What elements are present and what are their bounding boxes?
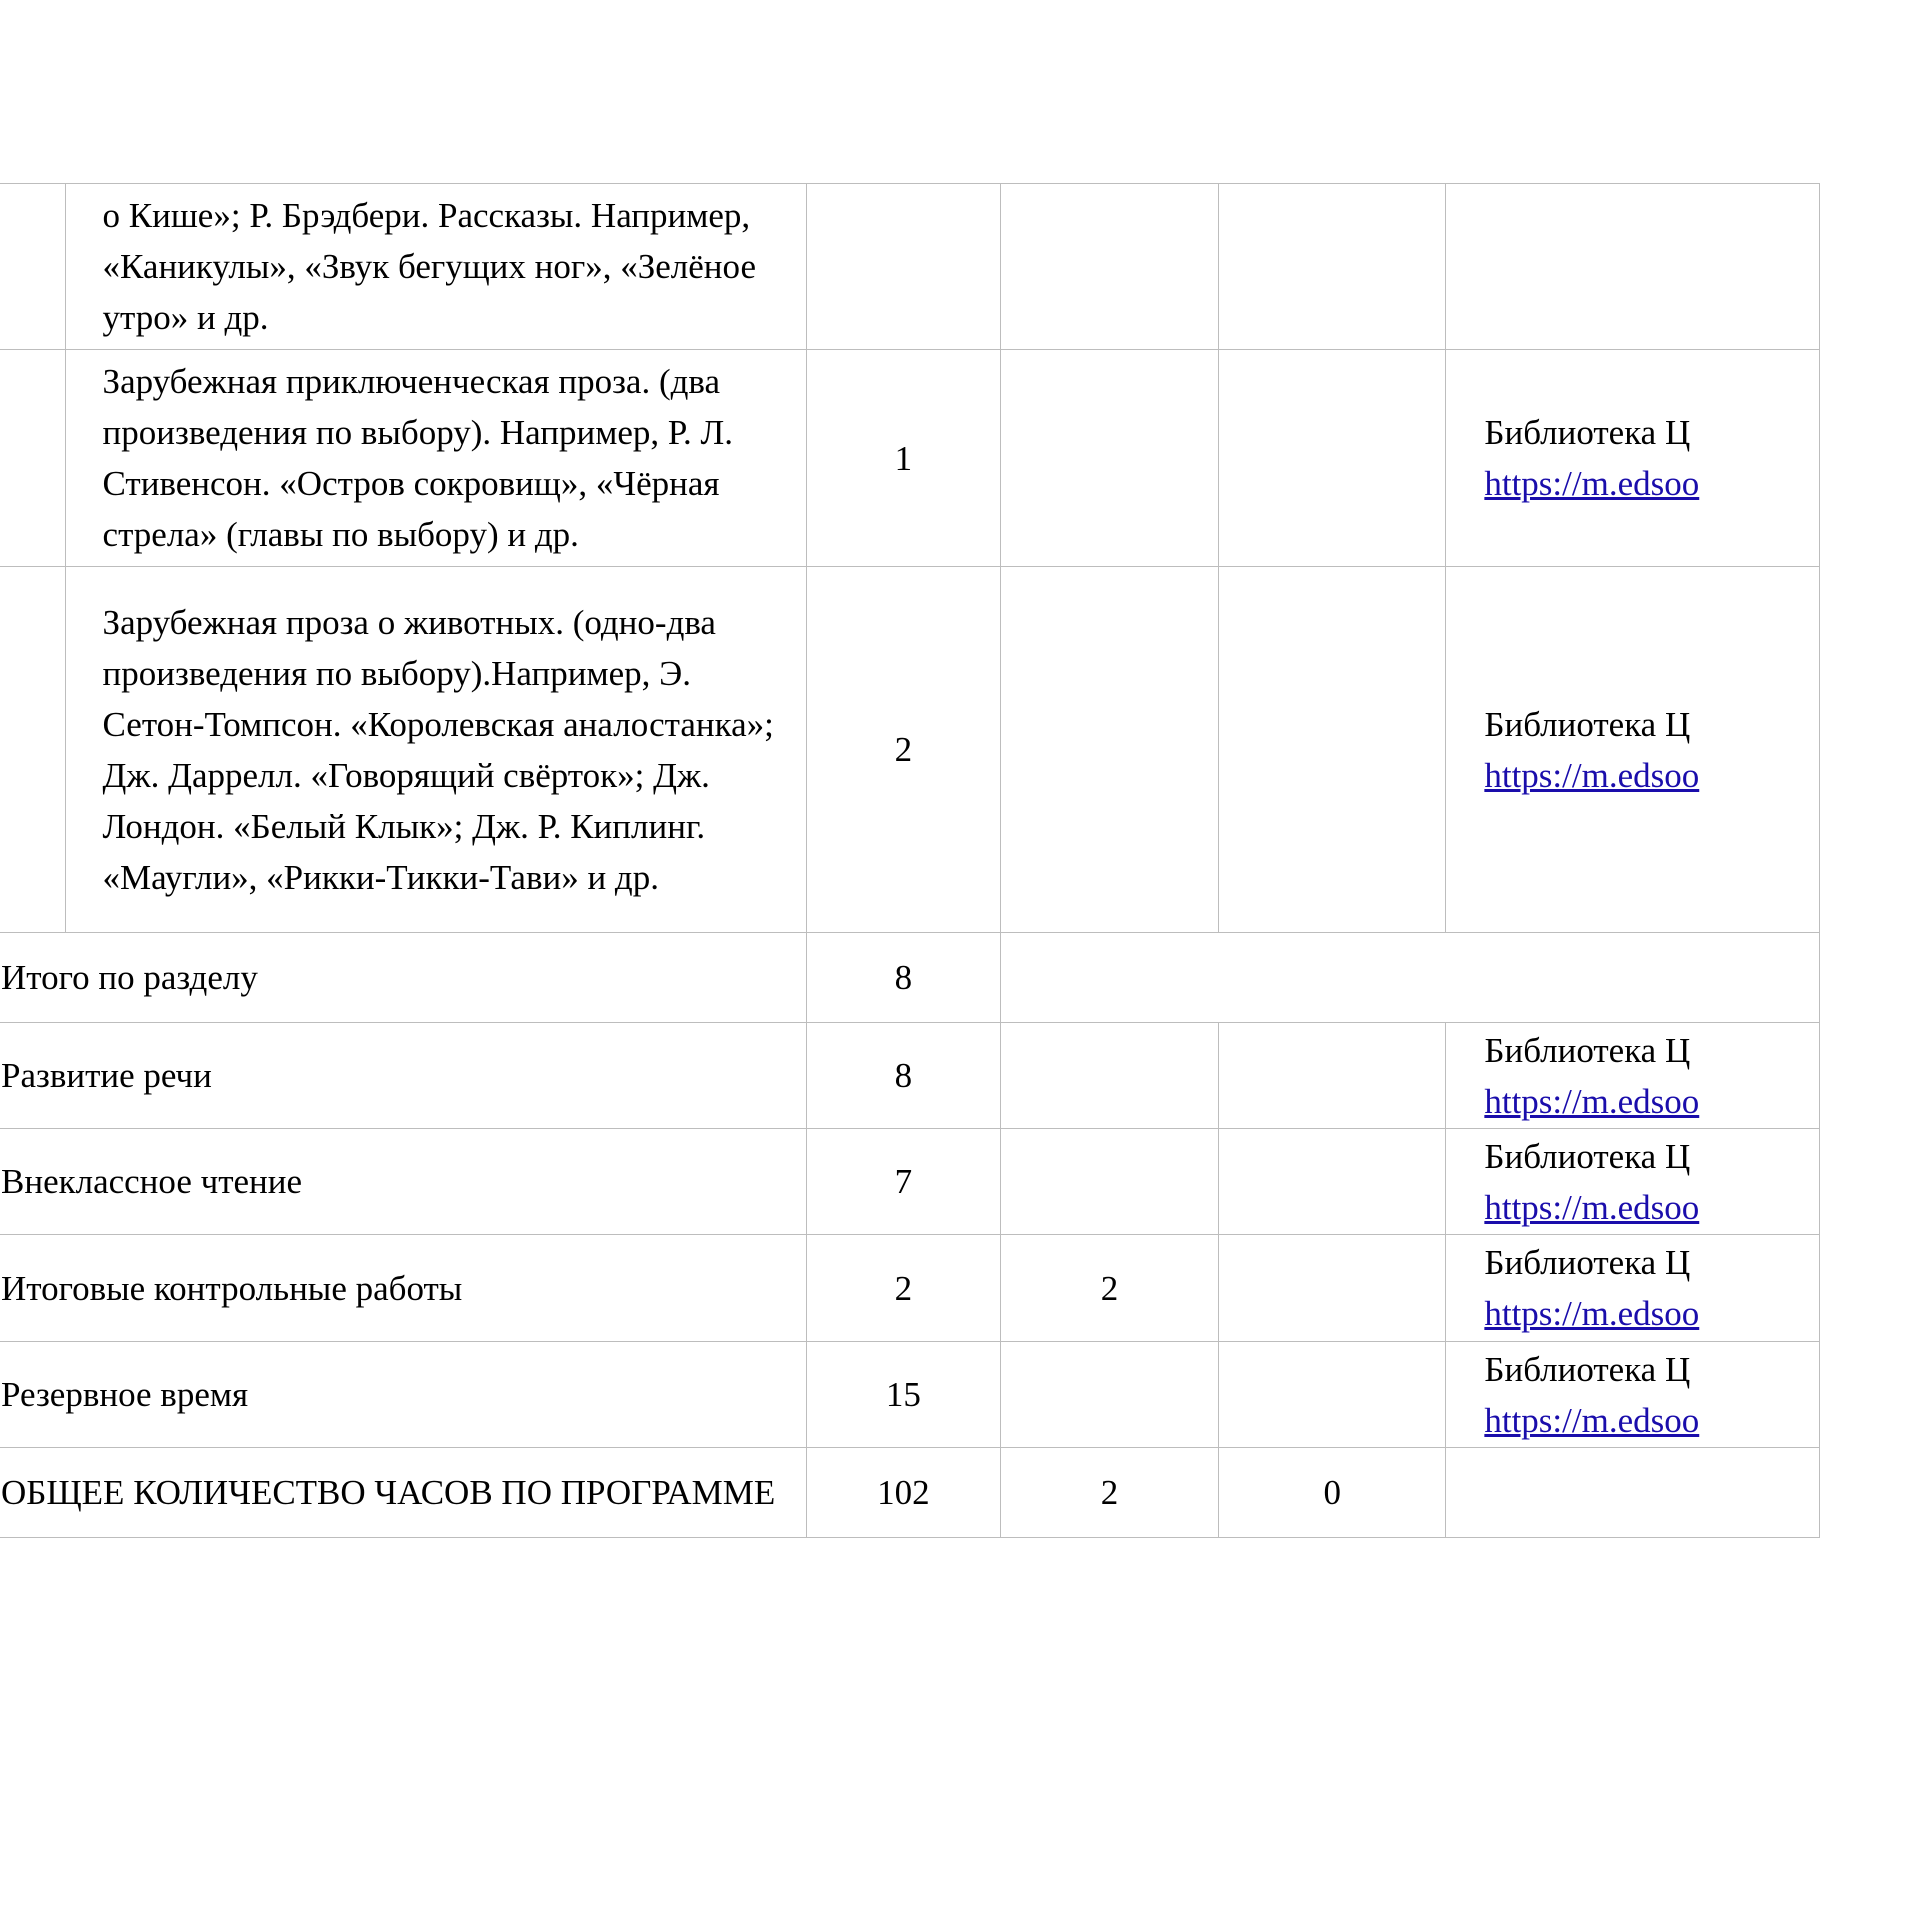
control-works-cell	[1000, 1023, 1218, 1129]
grand-total-control: 2	[1000, 1448, 1218, 1538]
summary-label: Развитие речи	[0, 1023, 807, 1129]
practical-works-cell	[1219, 184, 1446, 350]
summary-row	[0, 1023, 1820, 1129]
control-works-cell: 2	[1000, 1235, 1218, 1342]
section-total-empty	[1000, 933, 1819, 1023]
resource-cell	[1446, 1129, 1820, 1235]
resource-link[interactable]: https://m.edsoo	[1484, 1081, 1700, 1121]
grand-total-practical: 0	[1219, 1448, 1446, 1538]
resource-link[interactable]: https://m.edsoo	[1484, 1400, 1700, 1440]
summary-label: Внеклассное чтение	[0, 1129, 807, 1235]
resource-link[interactable]: https://m.edsoo	[1484, 1294, 1700, 1333]
practical-works-cell	[1219, 350, 1446, 567]
practical-works-cell	[1219, 1235, 1446, 1342]
practical-works-cell	[1219, 1023, 1446, 1129]
resource-cell	[1446, 1235, 1820, 1342]
resource-cell	[1446, 350, 1820, 567]
row-number-cell	[0, 567, 65, 933]
table-row	[0, 184, 1820, 350]
curriculum-table	[0, 183, 1820, 1538]
hours-cell: 1	[807, 350, 1001, 567]
row-number-cell	[0, 184, 65, 350]
resource-cell	[1446, 184, 1820, 350]
resource-cell	[1446, 1342, 1820, 1448]
hours-cell: 8	[807, 1023, 1001, 1129]
resource-title: Библиотека Ц	[1484, 1243, 1691, 1282]
hours-cell: 2	[807, 1235, 1001, 1342]
practical-works-cell	[1219, 567, 1446, 933]
topic-description: Зарубежная проза о животных. (одно-два произведения по выбору).Например, Э. Сетон-Томпсон. «Королевская аналостанка»; Дж. Даррелл. «Говорящий свёрток»; Дж. Лондон. «Белый Клык»; Дж. Р. Киплинг. «Маугли», «Рикки-Тикки-Тави» и др.	[65, 567, 807, 933]
topic-description: Зарубежная приключенческая проза. (два произведения по выбору). Например, Р. Л. Стивенсон. «Остров сокровищ», «Чёрная стрела» (главы по выбору) и др.	[65, 350, 807, 567]
grand-total-row	[0, 1448, 1820, 1538]
practical-works-cell	[1219, 1342, 1446, 1448]
resource-cell	[1446, 567, 1820, 933]
resource-title: Библиотека Ц	[1484, 1030, 1691, 1070]
row-number-cell	[0, 350, 65, 567]
topic-description: о Кише»; Р. Брэдбери. Рассказы. Например, «Каникулы», «Звук бегущих ног», «Зелёное утро» и др.	[65, 184, 807, 350]
control-works-cell	[1000, 567, 1218, 933]
control-works-cell	[1000, 1342, 1218, 1448]
hours-cell: 7	[807, 1129, 1001, 1235]
control-works-cell	[1000, 350, 1218, 567]
resource-title: Библиотека Ц	[1484, 704, 1691, 744]
summary-row	[0, 1342, 1820, 1448]
hours-cell: 2	[807, 567, 1001, 933]
summary-label: Итоговые контрольные работы	[0, 1235, 807, 1342]
table-row	[0, 350, 1820, 567]
section-total-label: Итого по разделу	[0, 933, 807, 1023]
section-total-hours: 8	[807, 933, 1001, 1023]
hours-cell: 15	[807, 1342, 1001, 1448]
control-works-cell	[1000, 1129, 1218, 1235]
resource-link[interactable]: https://m.edsoo	[1484, 1187, 1700, 1227]
hours-cell	[807, 184, 1001, 350]
resource-link[interactable]: https://m.edsoo	[1484, 755, 1700, 795]
summary-row	[0, 1235, 1820, 1342]
summary-label: Резервное время	[0, 1342, 807, 1448]
grand-total-hours: 102	[807, 1448, 1001, 1538]
control-works-cell	[1000, 184, 1218, 350]
table-row	[0, 567, 1820, 933]
grand-total-resource	[1446, 1448, 1820, 1538]
summary-row	[0, 1129, 1820, 1235]
resource-link[interactable]: https://m.edsoo	[1484, 464, 1700, 503]
resource-title: Библиотека Ц	[1484, 1349, 1691, 1389]
resource-title: Библиотека Ц	[1484, 1136, 1691, 1176]
grand-total-label: ОБЩЕЕ КОЛИЧЕСТВО ЧАСОВ ПО ПРОГРАММЕ	[0, 1448, 807, 1538]
practical-works-cell	[1219, 1129, 1446, 1235]
resource-cell	[1446, 1023, 1820, 1129]
section-total-row	[0, 933, 1820, 1023]
resource-title: Библиотека Ц	[1484, 413, 1691, 452]
